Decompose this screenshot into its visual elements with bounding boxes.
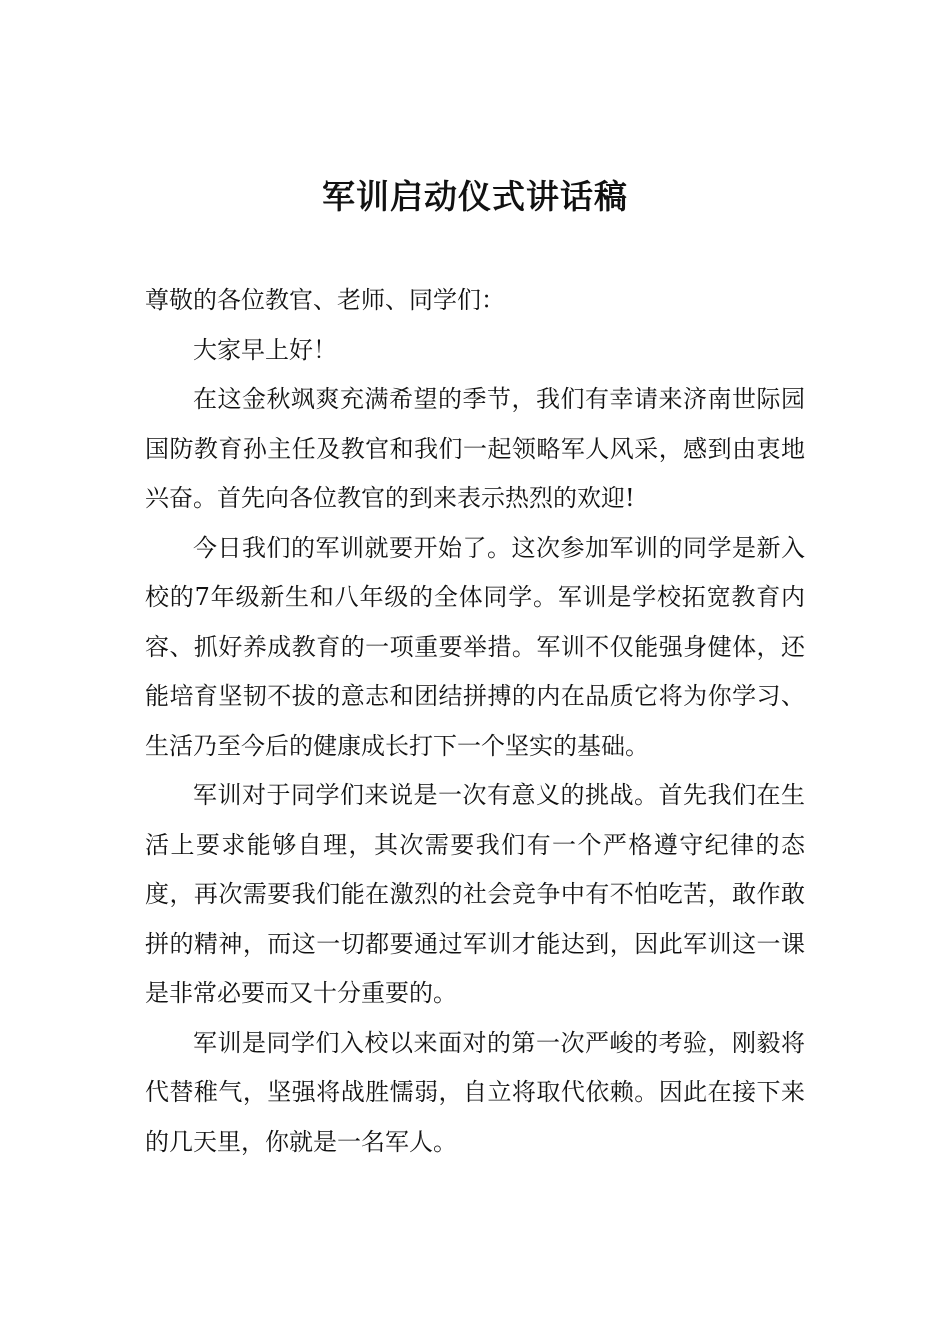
- paragraph-challenge: 军训对于同学们来说是一次有意义的挑战。首先我们在生活上要求能够自理，其次需要我们有一个严格遵守纪律的态度，再次需要我们能在激烈的社会竞争中有不怕吃苦，敢作敢拼的精神，而这一切都要通过军训才能达到，因此军训这一课是非常必要而又十分重要的。: [145, 781, 805, 1007]
- paragraph-training-start: 今日我们的军训就要开始了。这次参加军训的同学是新入校的7年级新生和八年级的全体同学。军训是学校拓宽教育内容、抓好养成教育的一项重要举措。军训不仅能强身健体，还能培育坚韧不拔的意志和团结拼搏的内在品质它将为你学习、生活乃至今后的健康成长打下一个坚实的基础。: [145, 533, 805, 760]
- salutation: 尊敬的各位教官、老师、同学们：: [145, 286, 505, 314]
- document-title: 军训启动仪式讲话稿: [322, 177, 628, 216]
- paragraph-greeting: 大家早上好！: [193, 335, 337, 364]
- paragraph-test: 军训是同学们入校以来面对的第一次严峻的考验，刚毅将代替稚气，坚强将战胜懦弱，自立将取代依赖。因此在接下来的几天里，你就是一名军人。: [145, 1028, 805, 1156]
- document-body: [145, 276, 805, 1167]
- paragraph-welcome: 在这金秋飒爽充满希望的季节，我们有幸请来济南世际园国防教育孙主任及教官和我们一起领略军人风采，感到由衷地兴奋。首先向各位教官的到来表示热烈的欢迎!: [145, 385, 805, 512]
